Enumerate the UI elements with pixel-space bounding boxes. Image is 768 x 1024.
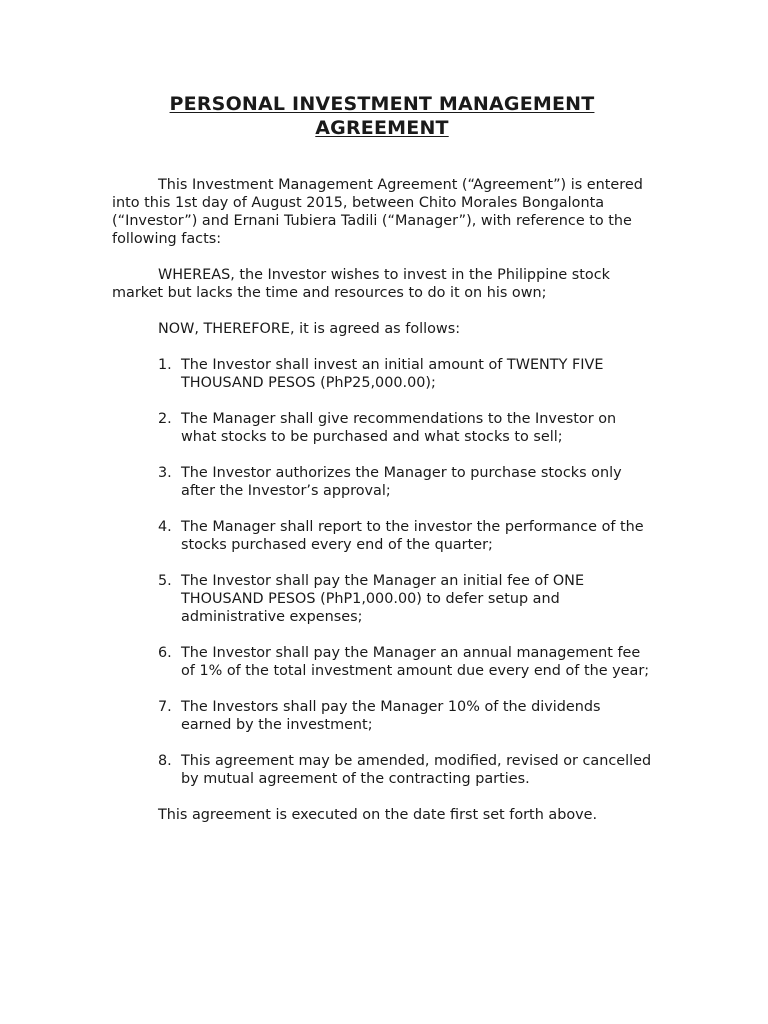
list-item (112, 410, 652, 446)
now-therefore-paragraph: NOW, THEREFORE, it is agreed as follows: (158, 321, 461, 337)
list-item-text: The Investor shall invest an initial amount of TWENTY FIVE THOUSAND PESOS (PhP25,000.00); (181, 357, 604, 391)
list-item (112, 356, 652, 392)
title-line-1: PERSONAL INVESTMENT MANAGEMENT (169, 93, 595, 115)
list-item (112, 464, 652, 500)
list-item-text: The Manager shall give recommendations to the Investor on what stocks to be purchased and what stocks to sell; (181, 411, 617, 445)
list-item (112, 752, 652, 788)
list-item-number: 3. (158, 465, 172, 481)
list-item-text: The Investor authorizes the Manager to purchase stocks only after the Investor’s approval; (181, 465, 622, 499)
list-item (112, 644, 652, 680)
list-item-number: 5. (158, 573, 172, 589)
list-item-text: This agreement may be amended, modified, revised or cancelled by mutual agreement of the contracting parties. (181, 753, 652, 787)
list-item-text: The Investor shall pay the Manager an annual management fee of 1% of the total investment amount due every end of the year; (181, 645, 650, 679)
list-item-number: 6. (158, 645, 172, 661)
list-item-number: 7. (158, 699, 172, 715)
document-body (112, 176, 652, 824)
list-item-number: 8. (158, 753, 172, 769)
terms-list (112, 356, 652, 788)
closing-paragraph: This agreement is executed on the date first set forth above. (158, 807, 598, 823)
intro-paragraph: This Investment Management Agreement (“Agreement”) is entered into this 1st day of August 2015, between Chito Morales Bongalonta (“Investor”) and Ernani Tubiera Tadili (“Manager”), with reference to the following facts: (112, 177, 643, 247)
list-item (112, 518, 652, 554)
whereas-paragraph: WHEREAS, the Investor wishes to invest in the Philippine stock market but lacks the time and resources to do it on his own; (112, 267, 610, 301)
list-item-number: 1. (158, 357, 172, 373)
list-item (112, 572, 652, 626)
list-item-number: 4. (158, 519, 172, 535)
document-title (112, 92, 652, 140)
list-item-text: The Manager shall report to the investor the performance of the stocks purchased every end of the quarter; (181, 519, 644, 553)
list-item (112, 698, 652, 734)
list-item-text: The Investor shall pay the Manager an initial fee of ONE THOUSAND PESOS (PhP1,000.00) to defer setup and administrative expenses; (181, 573, 585, 625)
title-line-2: AGREEMENT (315, 117, 449, 139)
list-item-number: 2. (158, 411, 172, 427)
list-item-text: The Investors shall pay the Manager 10% of the dividends earned by the investment; (181, 699, 601, 733)
